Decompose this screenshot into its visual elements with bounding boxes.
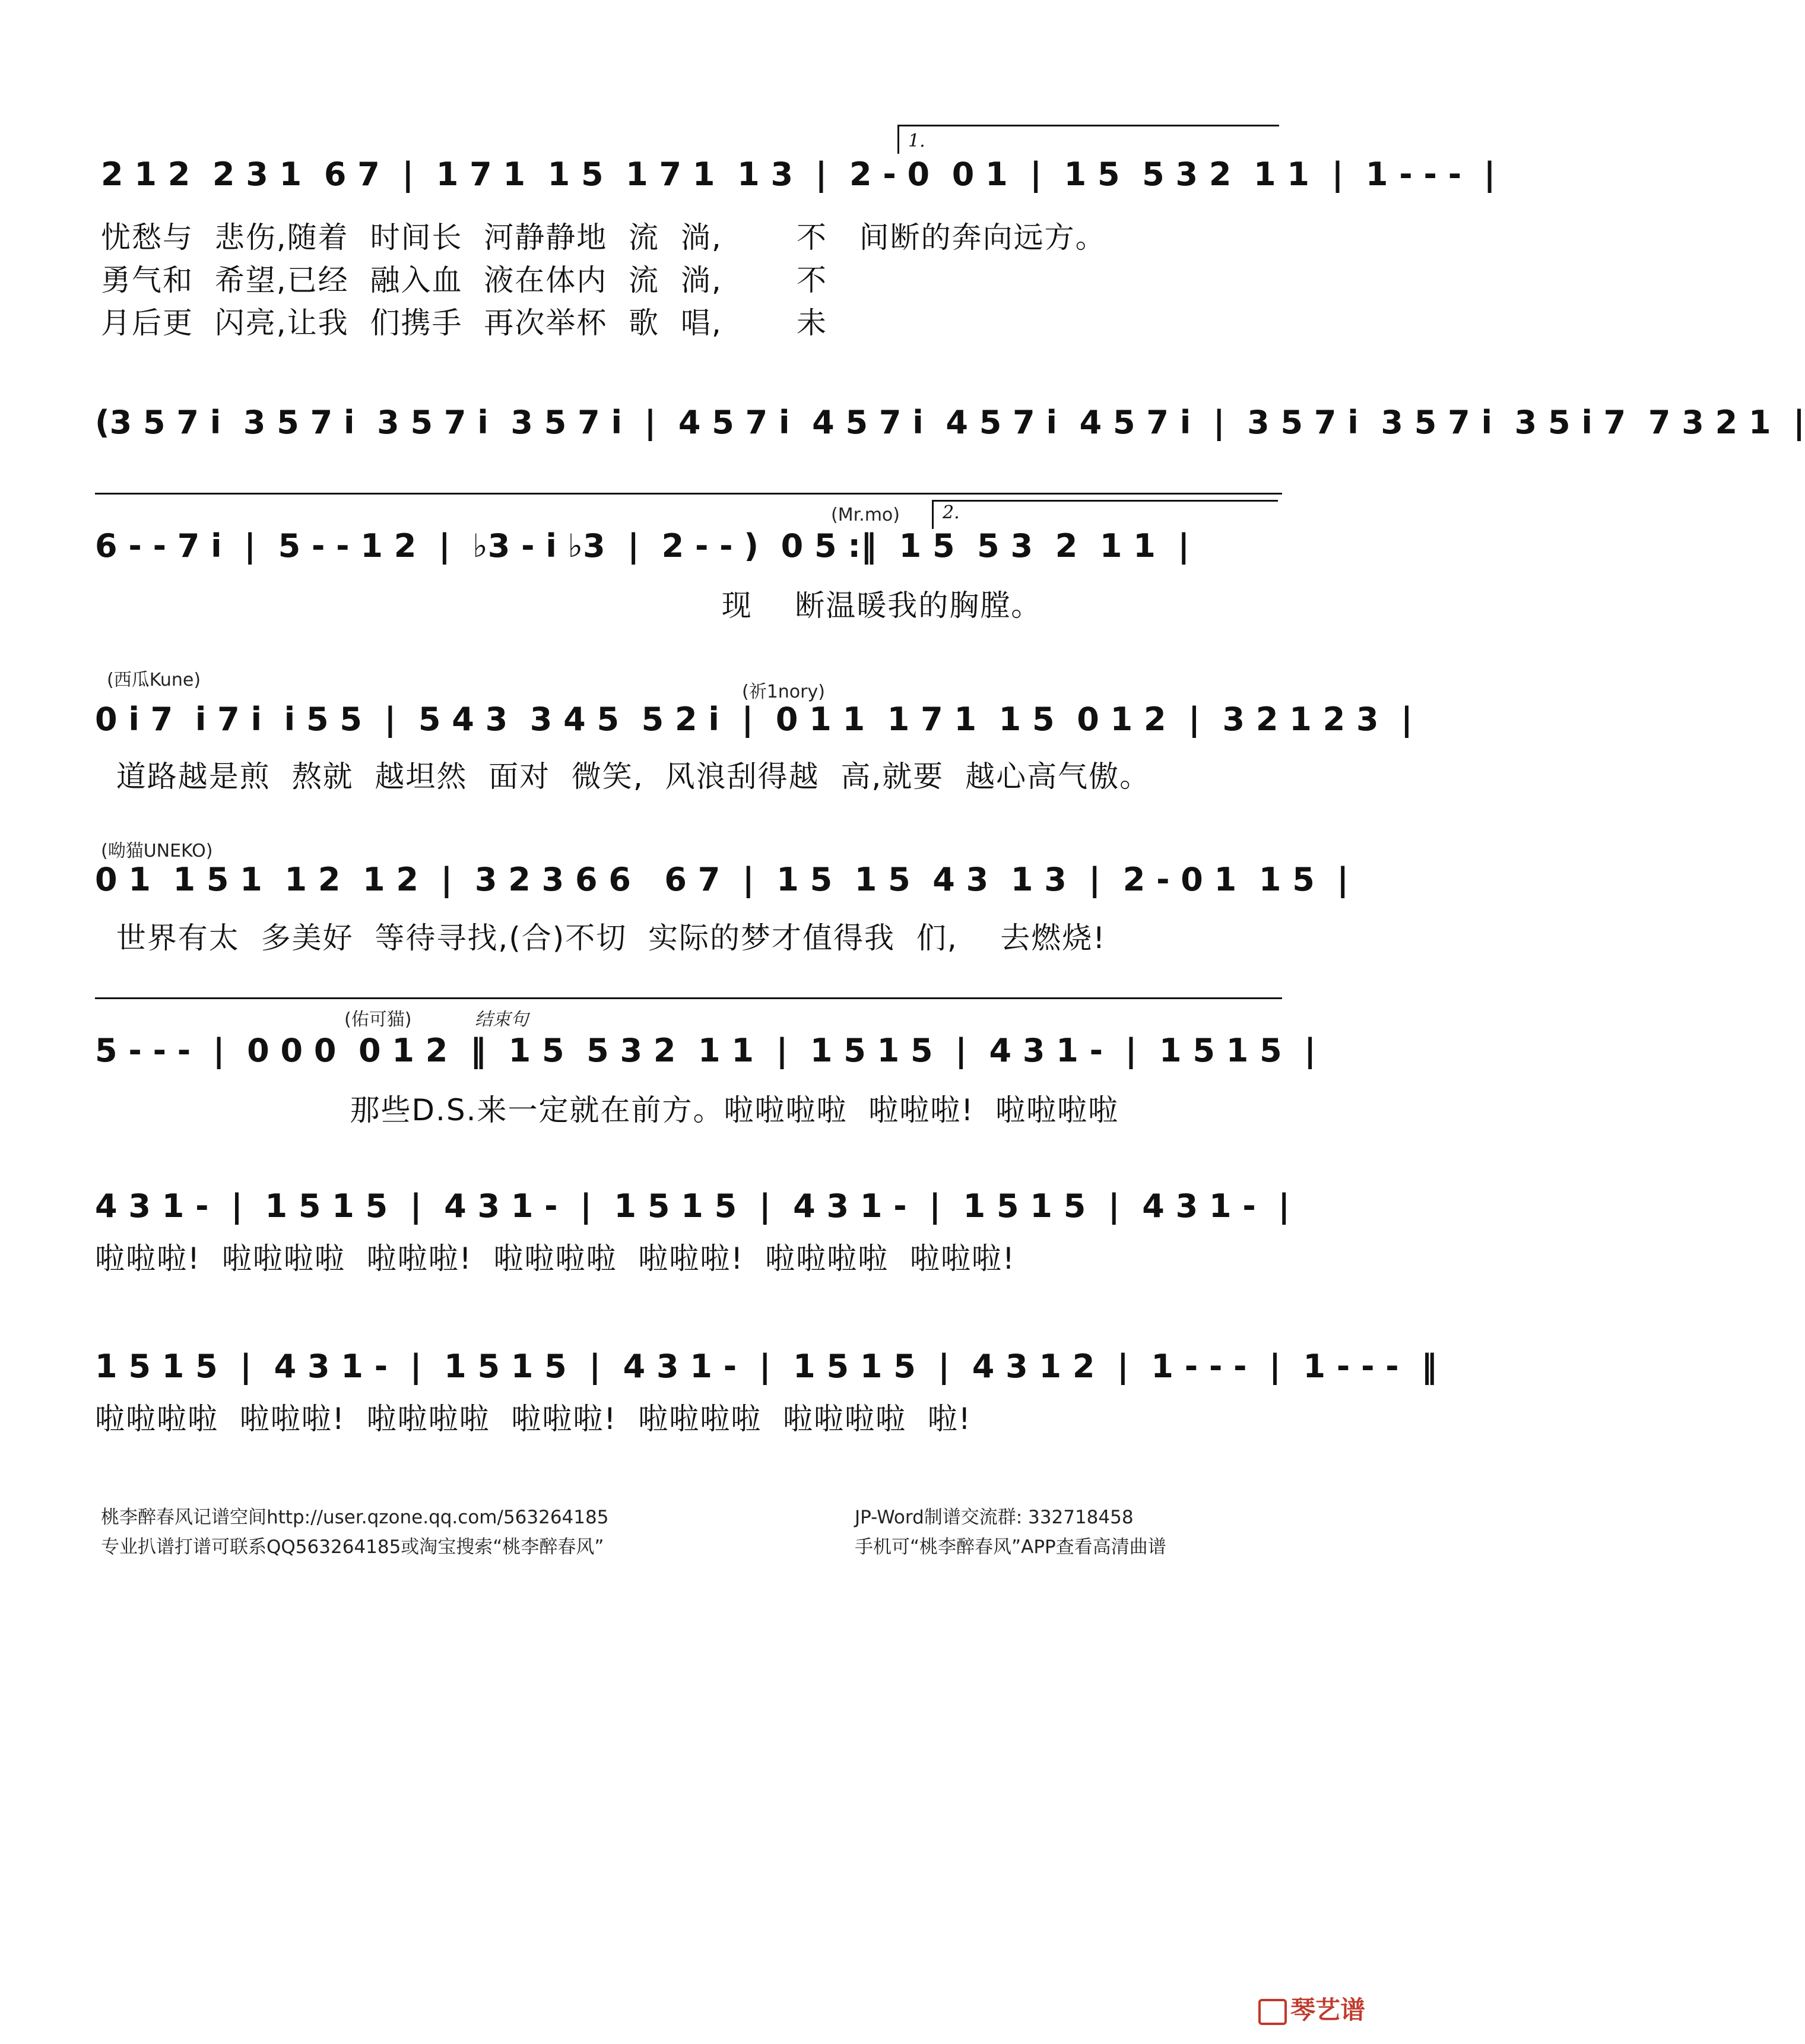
- footer-right-line-2: 手机可“桃李醉春风”APP查看高清曲谱: [855, 1536, 1166, 1558]
- volta-2: [932, 500, 1278, 529]
- lyric-line-1: 那些D.S.来一定就在前方。啦啦啦啦 啦啦啦! 啦啦啦啦: [95, 1093, 1119, 1127]
- notes-line: 2 1 2 2 3 1 6 7 | 1 7 1 1 5 1 7 1 1 3 | 2 - 0 0 1 | 1 5 5 3 2 1 1 | 1 - - - |: [101, 156, 1496, 193]
- logo-mark-icon: [1258, 1999, 1287, 2025]
- volta-1: [897, 125, 1279, 154]
- site-logo: [1258, 1991, 1365, 2026]
- notes-line: 0 i 7 i 7 i i 5 5 | 5 4 3 3 4 5 5 2 i | 0 1 1 1 7 1 1 5 0 1 2 | 3 2 1 2 3 |: [95, 701, 1413, 738]
- lyric-line-2: 勇气和 希望,已经 融入血 液在体内 流 淌, 不: [101, 263, 827, 297]
- notes-line: (3 5 7 i 3 5 7 i 3 5 7 i 3 5 7 i | 4 5 7 i 4 5 7 i 4 5 7 i 4 5 7 i | 3 5 7 i 3 5 7 i 3 5 i 7 7 3 2 1 |: [95, 404, 1805, 441]
- staff-rule: [95, 997, 1282, 999]
- lyric-line-1: 世界有太 多美好 等待寻找,(合)不切 实际的梦才值得我 们, 去燃烧!: [95, 921, 1106, 955]
- notes-line: 0 1 1 5 1 1 2 1 2 | 3 2 3 6 6 6 7 | 1 5 1 5 4 3 1 3 | 2 - 0 1 1 5 |: [95, 861, 1349, 898]
- footer-left-line-1: 桃李醉春风记谱空间http://user.qzone.qq.com/563264185: [101, 1507, 609, 1528]
- singer-credit: (Mr.mo): [831, 505, 900, 525]
- singer-credit: (呦猫UNEKO): [101, 841, 213, 861]
- lyric-line-1: 道路越是煎 熬就 越坦然 面对 微笑, 风浪刮得越 高,就要 越心高气傲。: [95, 759, 1151, 794]
- singer-credit: (佑可猫): [344, 1009, 412, 1030]
- footer-right-line-1: JP-Word制谱交流群: 332718458: [855, 1507, 1134, 1528]
- lyric-line-1: 啦啦啦! 啦啦啦啦 啦啦啦! 啦啦啦啦 啦啦啦! 啦啦啦啦 啦啦啦!: [95, 1241, 1016, 1276]
- footer-left-line-2: 专业扒谱打谱可联系QQ563264185或淘宝搜索“桃李醉春风”: [101, 1536, 604, 1558]
- volta-1-number: 1.: [908, 131, 925, 151]
- lyric-line-1: 现 断温暖我的胸膛。: [95, 588, 1042, 623]
- notes-line: 5 - - - | 0 0 0 0 1 2 ‖ 1 5 5 3 2 1 1 | 1 5 1 5 | 4 3 1 - | 1 5 1 5 |: [95, 1032, 1316, 1069]
- notes-line: 1 5 1 5 | 4 3 1 - | 1 5 1 5 | 4 3 1 - | 1 5 1 5 | 4 3 1 2 | 1 - - - | 1 - - - ‖: [95, 1348, 1438, 1385]
- ending-label: 结束句: [475, 1009, 528, 1030]
- logo-text: 琴艺谱: [1290, 1995, 1365, 2024]
- notes-line: 6 - - 7 i | 5 - - 1 2 | ♭3 - i ♭3 | 2 - - ) 0 5 :‖ 1 5 5 3 2 1 1 |: [95, 527, 1190, 565]
- notes-line: 4 3 1 - | 1 5 1 5 | 4 3 1 - | 1 5 1 5 | 4 3 1 - | 1 5 1 5 | 4 3 1 - |: [95, 1187, 1290, 1225]
- singer-credit-2: (祈1nory): [742, 682, 825, 702]
- lyric-line-1: 啦啦啦啦 啦啦啦! 啦啦啦啦 啦啦啦! 啦啦啦啦 啦啦啦啦 啦!: [95, 1402, 972, 1436]
- lyric-line-3: 月后更 闪亮,让我 们携手 再次举杯 歌 唱, 未: [101, 306, 827, 340]
- lyric-line-1: 忧愁与 悲伤,随着 时间长 河静静地 流 淌, 不 间断的奔向远方。: [101, 220, 1106, 255]
- staff-rule: [95, 493, 1282, 495]
- volta-2-number: 2.: [943, 502, 960, 523]
- singer-credit: (西瓜Kune): [107, 670, 201, 690]
